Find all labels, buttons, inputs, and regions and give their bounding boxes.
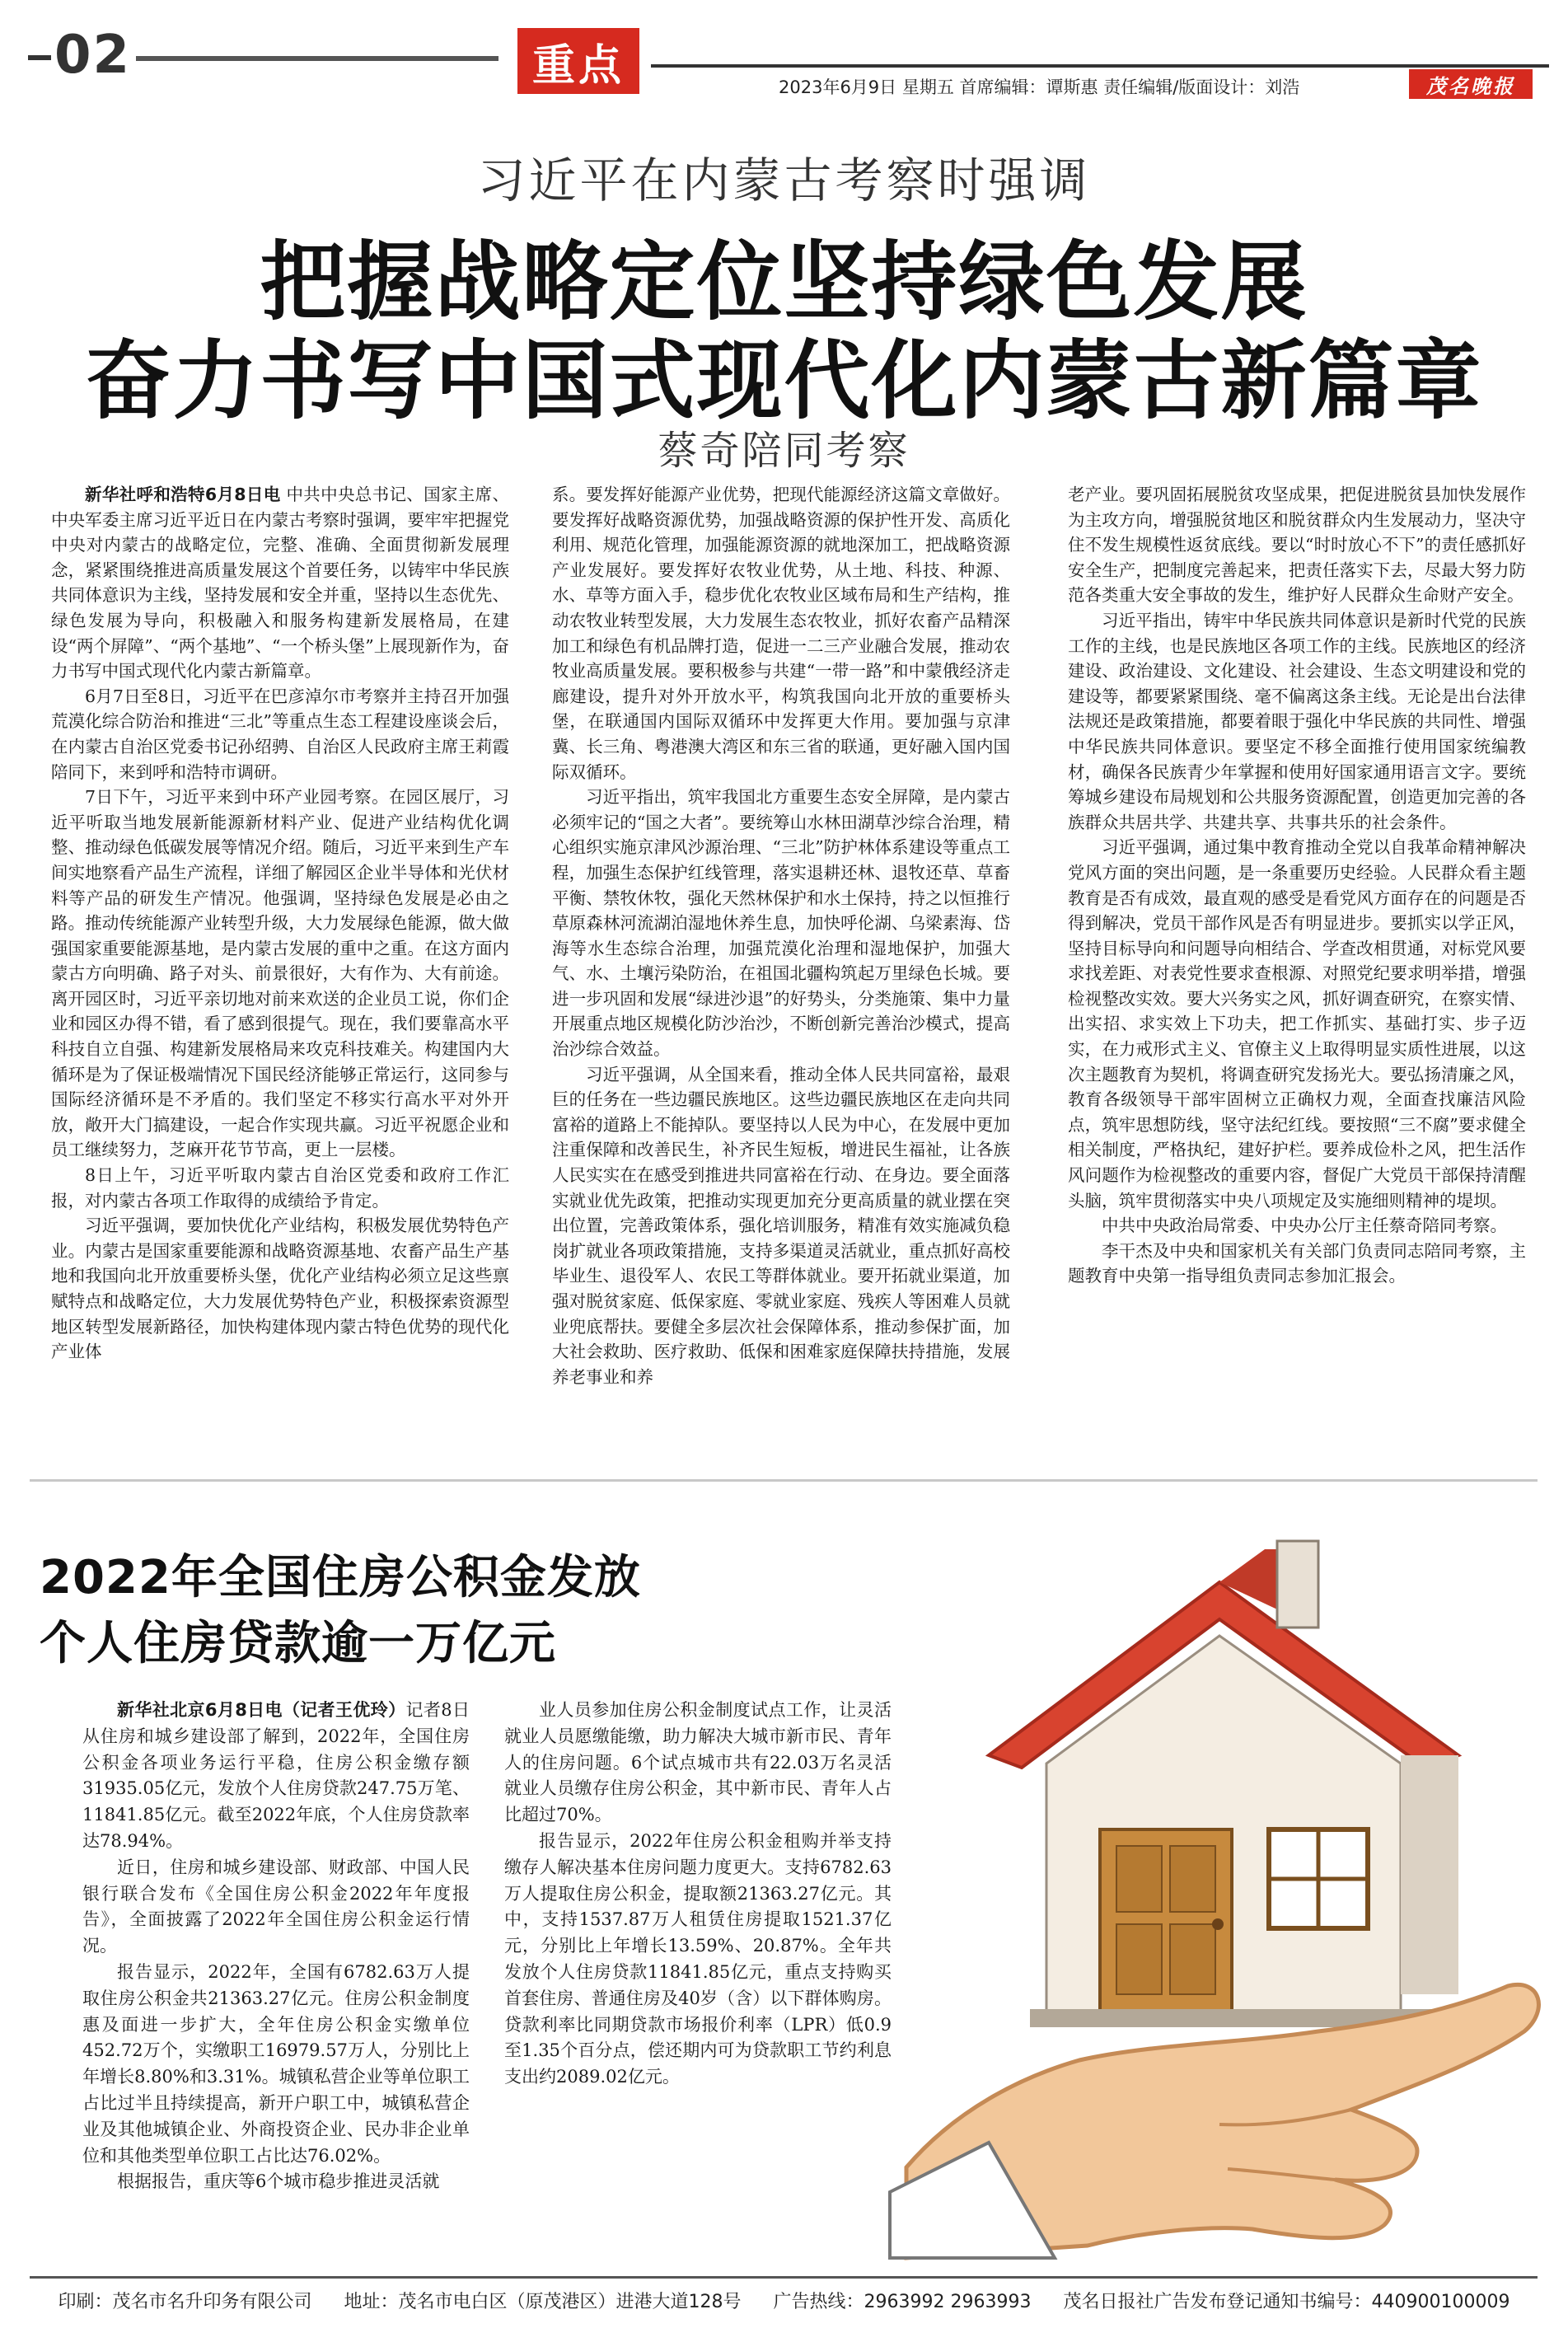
- paragraph: 7日下午，习近平来到中环产业园考察。在园区展厅，习近平听取当地发展新能源新材料产业、促进产业结构优化调整、推动绿色低碳发展等情况介绍。随后，习近平来到生产车间实地察看产品生产流程，详细了解园区企业半导体和光伏材料等产品的研发生产情况。他强调，坚持绿色发展是必由之路。推动传统能源产业转型升级，大力发展绿色能源，做大做强国家重要能源基地，是内蒙古发展的重中之重。在这方面内蒙古方向明确、路子对头、前景很好，大有作为、大有前途。离开园区时，习近平亲切地对前来欢送的企业员工说，你们企业和园区办得不错，看了感到很提气。现在，我们要靠高水平科技自立自强、构建新发展格局来攻克科技难关。构建国内大循环是为了保证极端情况下国民经济能够正常运行，这同参与国际经济循环是不矛盾的。我们坚定不移实行高水平对外开放，敞开大门搞建设，一起合作实现共赢。习近平祝愿企业和员工继续努力，芝麻开花节节高，更上一层楼。: [51, 787, 509, 1160]
- masthead-logo: 茂名晚报: [1409, 69, 1533, 99]
- paragraph: 中共中央总书记、国家主席、中央军委主席习近平近日在内蒙古考察时强调，要牢牢把握党中央对内蒙古的战略定位，完整、准确、全面贯彻新发展理念，紧紧围绕推进高质量发展这个首要任务，以铸牢中华民族共同体意识为主线，坚持发展和安全并重，坚持以生态优先、绿色发展为导向，积极融入和服务构建新发展格局，在建设“两个屏障”、“两个基地”、“一个桥头堡”上展现新作为，奋力书写中国式现代化内蒙古新篇章。: [51, 485, 509, 682]
- paragraph: 习近平强调，从全国来看，推动全体人民共同富裕，最艰巨的任务在一些边疆民族地区。这些边疆民族地区在走向共同富裕的道路上不能掉队。要坚持以人民为中心，在发展中更加注重保障和改善民生，补齐民生短板，增进民生福祉，让各族人民实实在在感受到推进共同富裕在行动、在身边。要全面落实就业优先政策，把推动实现更加充分更高质量的就业摆在突出位置，完善政策体系，强化培训服务，精准有效实施减负稳岗扩就业各项政策措施，支持多渠道灵活就业，重点抓好高校毕业生、退役军人、农民工等群体就业。要开拓就业渠道，加强对脱贫家庭、低保家庭、零就业家庭、残疾人等困难人员就业兜底帮扶。要健全多层次社会保障体系，推动参保扩面，加大社会救助、医疗救助、低保和困难家庭保障扶持措施，发展养老事业和养: [552, 1064, 1010, 1387]
- footer-rule: [30, 2276, 1538, 2279]
- paragraph: 业人员参加住房公积金制度试点工作，让灵活就业人员愿缴能缴，助力解决大城市新市民、青年人的住房问题。6个试点城市共有22.03万名灵活就业人员缴存住房公积金，其中新市民、青年人占比超过70%。: [504, 1700, 892, 1825]
- paragraph: 老产业。要巩固拓展脱贫攻坚成果，把促进脱贫县加快发展作为主攻方向，增强脱贫地区和脱贫群众内生发展动力，坚决守住不发生规模性返贫底线。要以“时时放心不下”的责任感抓好安全生产，把制度完善起来，把责任落实下去，尽最大努力防范各类重大安全事故的发生，维护好人民群众生命财产安全。: [1068, 485, 1526, 606]
- paragraph: 记者8日从住房和城乡建设部了解到，2022年，全国住房公积金各项业务运行平稳，住房公积金缴存额31935.05亿元，发放个人住房贷款247.75万笔、11841.85亿元。截至2022年底，个人住房贷款率达78.94%。: [82, 1700, 470, 1851]
- paragraph: 近日，住房和城乡建设部、财政部、中国人民银行联合发布《全国住房公积金2022年年度报告》，全面披露了2022年全国住房公积金运行情况。: [82, 1857, 470, 1956]
- paragraph: 中共中央政治局常委、中央办公厅主任蔡奇陪同考察。: [1102, 1216, 1507, 1236]
- article1-dateline: 新华社呼和浩特6月8日电: [85, 485, 281, 504]
- section-badge: 重点: [517, 28, 639, 94]
- article-separator: [30, 1479, 1538, 1482]
- footer-address: 地址：茂名市电白区（原茂港区）进港大道128号: [344, 2292, 742, 2312]
- footer-ad-license: 茂名日报社广告发布登记通知书编号：440900100009: [1063, 2292, 1510, 2312]
- article1-kicker: 习近平在内蒙古考察时强调: [477, 152, 1091, 208]
- article1-column-1: [51, 482, 509, 1467]
- footer-printer: 印刷：茂名市名升印务有限公司: [58, 2292, 312, 2312]
- paragraph: 习近平强调，通过集中教育推动全党以自我革命精神解决党风方面的突出问题，是一条重要历史经验。人民群众看主题教育是否有成效，最直观的感受是看党风方面存在的问题是否得到解决，党员干部作风是否有明显进步。要抓实以学正风，坚持目标导向和问题导向相结合、学查改相贯通，对标党风要求找差距、对表党性要求查根源、对照党纪要求明举措，增强检视整改实效。要大兴务实之风，抓好调查研究，在察实情、出实招、求实效上下功夫，把工作抓实、基础打实、步子迈实，在力戒形式主义、官僚主义上取得明显实质性进展，以这次主题教育为契机，将调查研究发扬光大。要弘扬清廉之风，教育各级领导干部牢固树立正确权力观，全面查找廉洁风险点，筑牢思想防线，坚守法纪红线。要按照“三不腐”要求健全相关制度，严格执纪，建好护栏。要养成俭朴之风，把生活作风问题作为检视整改的重要内容，督促广大党员干部保持清醒头脑，筑牢贯彻落实中央八项规定及实施细则精神的堤坝。: [1068, 837, 1526, 1211]
- paragraph: 习近平强调，要加快优化产业结构，积极发展优势特色产业。内蒙古是国家重要能源和战略资源基地、农畜产品生产基地和我国向北开放重要桥头堡，优化产业结构必须立足这些禀赋特点和战略定位，大力发展优势特色产业，积极探索资源型地区转型发展新路径，加快构建体现内蒙古特色优势的现代化产业体: [51, 1216, 509, 1362]
- article1-column-2: [552, 482, 1010, 1467]
- header-rule: [651, 64, 1549, 68]
- article2-column-1: [82, 1698, 470, 2192]
- article1-column-3: [1068, 482, 1526, 1467]
- article2-title-line1: 2022年全国住房公积金发放: [40, 1551, 641, 1604]
- paragraph: 8日上午，习近平听取内蒙古自治区党委和政府工作汇报，对内蒙古各项工作取得的成绩给予肯定。: [51, 1165, 509, 1211]
- paragraph: 报告显示，2022年住房公积金租购并举支持缴存人解决基本住房问题力度更大。支持6782.63万人提取住房公积金，提取额21363.27亿元。其中，支持1537.87万人租赁住房提取1521.37亿元，分别比上年增长13.59%、20.87%。全年共发放个人住房贷款11841.85亿元，重点支持购买首套住房、普通住房及40岁（含）以下群体购房。贷款利率比同期贷款市场报价利率（LPR）低0.9至1.35个百分点，偿还期内可为贷款职工节约利息支出约2089.02亿元。: [504, 1830, 892, 2087]
- paragraph: 6月7日至8日，习近平在巴彦淖尔市考察并主持召开加强荒漠化综合防治和推进“三北”等重点生态工程建设座谈会后，在内蒙古自治区党委书记孙绍骋、自治区人民政府主席王莉霞陪同下，来到呼和浩特市调研。: [51, 686, 509, 782]
- article1-body: [51, 482, 1526, 1467]
- page-header: [0, 0, 1568, 107]
- paragraph: 根据报告，重庆等6个城市稳步推进灵活就: [117, 2171, 440, 2192]
- header-divider: [136, 56, 498, 61]
- article2-column-2: [504, 1698, 892, 2176]
- article1-subline: 蔡奇陪同考察: [658, 428, 910, 474]
- article1-title-line2: 奋力书写中国式现代化内蒙古新篇章: [85, 330, 1483, 431]
- paragraph: 系。要发挥好能源产业优势，把现代能源经济这篇文章做好。要发挥好战略资源优势，加强战略资源的保护性开发、高质化利用、规范化管理，加强能源资源的就地深加工，把战略资源产业发展好。要发挥好农牧业优势，从土地、科技、种源、水、草等方面入手，稳步优化农牧业区域布局和生产结构，推动农牧业转型发展，大力发展生态农牧业，抓好农畜产品精深加工和绿色有机品牌打造，促进一二三产业融合发展，推动农牧业高质量发展。要积极参与共建“一带一路”和中蒙俄经济走廊建设，提升对外开放水平，构筑我国向北开放的重要桥头堡，在联通国内国际双循环中发挥更大作用。要加强与京津冀、长三角、粤港澳大湾区和东三省的联通，更好融入国内国际双循环。: [552, 485, 1010, 782]
- house-icon: [989, 1541, 1475, 2027]
- article2-dateline: 新华社北京6月8日电（记者王优玲）: [117, 1700, 406, 1720]
- paragraph: 习近平指出，筑牢我国北方重要生态安全屏障，是内蒙古必须牢记的“国之大者”。要统筹山水林田湖草沙综合治理，精心组织实施京津风沙源治理、“三北”防护林体系建设等重点工程，加强生态保护红线管理，落实退耕还林、退牧还草、草畜平衡、禁牧休牧，强化天然林保护和水土保持，持之以恒推行草原森林河流湖泊湿地休养生息，加快呼伦湖、乌梁素海、岱海等水生态综合治理，加强荒漠化治理和湿地保护，加强大气、水、土壤污染防治，在祖国北疆构筑起万里绿色长城。要进一步巩固和发展“绿进沙退”的好势头，分类施策、集中力量开展重点地区规模化防沙治沙，不断创新完善治沙模式，提高治沙综合效益。: [552, 787, 1010, 1060]
- article1-title-line1: 把握战略定位坚持绿色发展: [260, 232, 1308, 332]
- footer-ad-hotline: 广告热线：2963992 2963993: [773, 2292, 1032, 2312]
- issue-meta: 2023年6月9日 星期五 首席编辑：谭斯惠 责任编辑/版面设计：刘浩: [779, 77, 1300, 97]
- hand-holding-house-illustration: [890, 1483, 1549, 2258]
- page-footer: [0, 2288, 1568, 2313]
- paragraph: 习近平指出，铸牢中华民族共同体意识是新时代党的民族工作的主线，也是民族地区各项工作的主线。民族地区的经济建设、政治建设、文化建设、社会建设、生态文明建设和党的建设等，都要紧紧围绕、毫不偏离这条主线。无论是出台法律法规还是政策措施，都要着眼于强化中华民族的共同性、增强中华民族共同体意识。要坚定不移全面推行使用国家统编教材，确保各民族青少年掌握和使用好国家通用语言文字。要统筹城乡建设布局规划和公共服务资源配置，创造更加完善的各族群众共居共学、共建共享、共事共乐的社会条件。: [1068, 610, 1526, 832]
- article2-title-line2: 个人住房贷款逾一万亿元: [40, 1617, 556, 1670]
- paragraph: 报告显示，2022年，全国有6782.63万人提取住房公积金共21363.27亿元。住房公积金制度惠及面进一步扩大，全年住房公积金实缴单位452.72万个，实缴职工16979.57万人，分别比上年增长8.80%和3.31%。城镇私营企业等单位职工占比过半且持续提高，新开户职工中，城镇私营企业及其他城镇企业、外商投资企业、民办非企业单位和其他类型单位职工占比达76.02%。: [82, 1961, 470, 2166]
- page-number: 02: [28, 25, 131, 86]
- paragraph: 李干杰及中央和国家机关有关部门负责同志陪同考察，主题教育中央第一指导组负责同志参加汇报会。: [1068, 1240, 1526, 1286]
